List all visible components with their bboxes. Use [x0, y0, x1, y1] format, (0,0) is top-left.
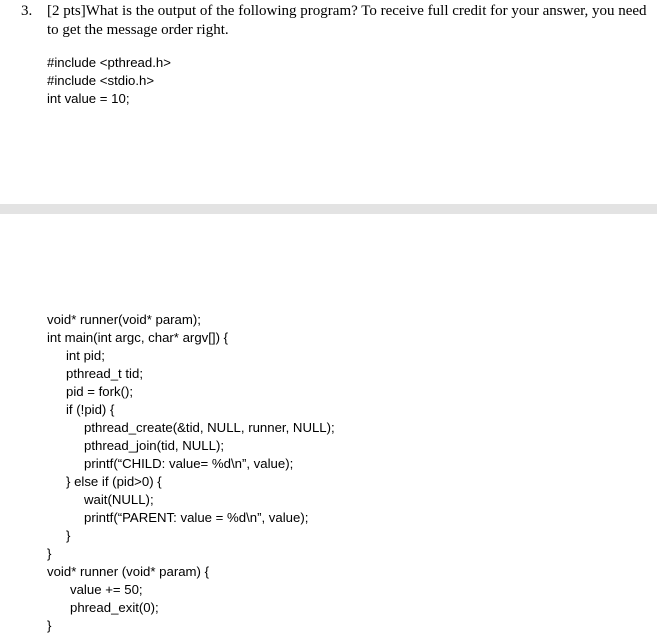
code-line: }: [66, 528, 71, 543]
code-line: pthread_t tid;: [66, 366, 143, 381]
code-line: wait(NULL);: [84, 492, 154, 507]
code-line: void* runner (void* param) {: [47, 564, 209, 579]
question-number: 3.: [21, 3, 33, 19]
code-line: pthread_join(tid, NULL);: [84, 438, 225, 453]
page-break-separator: [0, 204, 657, 214]
code-line: }: [47, 546, 52, 561]
code-line: pthread_create(&tid, NULL, runner, NULL);: [84, 420, 335, 435]
code-line: phread_exit(0);: [70, 600, 159, 615]
code-line: if (!pid) {: [66, 402, 115, 417]
code-line-include-pthread: #include <pthread.h>: [47, 55, 171, 70]
code-line: value += 50;: [70, 582, 143, 597]
code-line: pid = fork();: [66, 384, 134, 399]
code-line: void* runner(void* param);: [47, 312, 201, 327]
code-line: int main(int argc, char* argv[]) {: [47, 330, 229, 345]
code-line-global-value: int value = 10;: [47, 91, 130, 106]
code-line-include-stdio: #include <stdio.h>: [47, 73, 155, 88]
question-text-line-1: [2 pts]What is the output of the following program? To receive full credit for your answer, you need: [47, 3, 647, 19]
question-text-line-2: to get the message order right.: [47, 22, 229, 38]
code-line: printf(“CHILD: value= %d\n”, value);: [84, 456, 294, 471]
code-line: int pid;: [66, 348, 105, 363]
code-line: } else if (pid>0) {: [66, 474, 162, 489]
code-line: }: [47, 618, 52, 633]
code-line: printf(“PARENT: value = %d\n”, value);: [84, 510, 309, 525]
